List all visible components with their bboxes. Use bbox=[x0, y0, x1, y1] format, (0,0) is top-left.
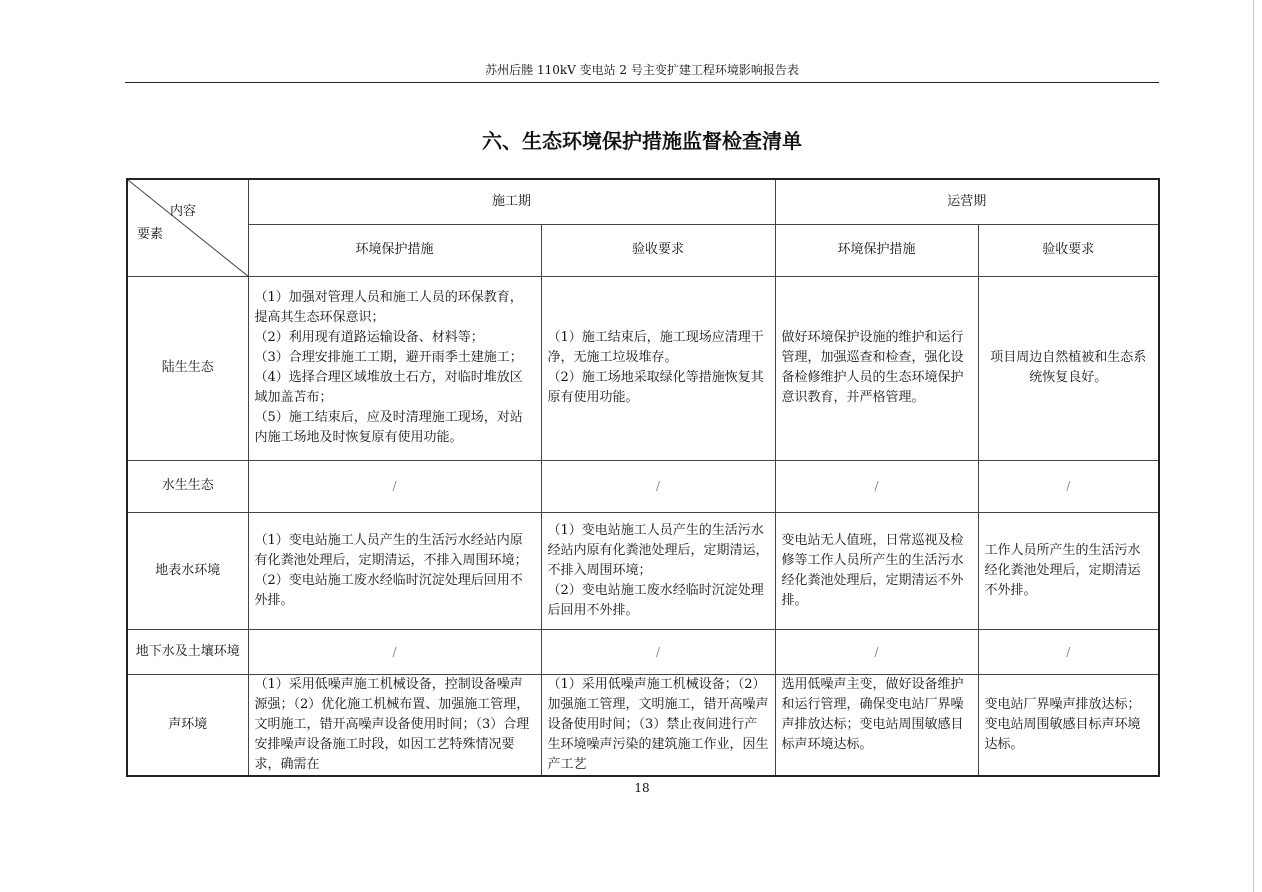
table-cell: / bbox=[775, 460, 978, 512]
group-header-construction: 施工期 bbox=[248, 179, 775, 224]
subheader-construction-acceptance: 验收要求 bbox=[541, 224, 775, 276]
corner-label-content: 内容 bbox=[170, 204, 197, 219]
page-edge bbox=[1253, 0, 1254, 892]
table-cell: / bbox=[541, 460, 775, 512]
table-cell bbox=[775, 674, 978, 776]
table-cell: / bbox=[541, 629, 775, 674]
subheader-operation-measures: 环境保护措施 bbox=[775, 224, 978, 276]
corner-header-cell bbox=[127, 179, 248, 276]
cell-clip bbox=[782, 675, 972, 775]
row-element-label: 地下水及土壤环境 bbox=[127, 629, 248, 674]
table-cell bbox=[541, 276, 775, 460]
table-cell bbox=[775, 276, 978, 460]
group-header-operation: 运营期 bbox=[775, 179, 1159, 224]
cell-text: （1）变电站施工人员产生的生活污水经站内原有化粪池处理后，定期清运，不排入周围环境； （2）变电站施工废水经临时沉淀处理后回用不外排。 bbox=[254, 532, 528, 608]
cell-clip bbox=[255, 675, 535, 775]
table-row bbox=[127, 512, 1159, 629]
row-element-label: 水生生态 bbox=[127, 460, 248, 512]
subheader-operation-acceptance: 验收要求 bbox=[978, 224, 1159, 276]
cell-text: 变电站厂界噪声排放达标；变电站周围敏感目标声环境达标。 bbox=[984, 696, 1141, 752]
cell-text: （1）采用低噪声施工机械设备，控制设备噪声源强；（2）优化施工机械布置、加强施工管理，文明施工，错开高噪声设备使用时间；（3）合理安排噪声设备施工时段，如因工艺特殊情况要求，确需在 bbox=[254, 676, 530, 772]
table-row bbox=[127, 629, 1159, 674]
cell-clip bbox=[548, 675, 769, 775]
table-row bbox=[127, 674, 1159, 776]
table-cell: / bbox=[248, 460, 541, 512]
table-cell bbox=[978, 512, 1159, 629]
table-cell bbox=[248, 512, 541, 629]
table-cell bbox=[541, 512, 775, 629]
cell-text: 选用低噪声主变，做好设备维护和运行管理，确保变电站厂界噪声排放达标；变电站周围敏感目标声环境达标。 bbox=[781, 676, 964, 752]
table-cell bbox=[541, 674, 775, 776]
cell-text: 项目周边自然植被和生态系统恢复良好。 bbox=[990, 350, 1147, 385]
cell-text: 工作人员所产生的生活污水经化粪池处理后，定期清运不外排。 bbox=[984, 542, 1141, 598]
header-rule bbox=[125, 82, 1159, 83]
table-cell: / bbox=[978, 629, 1159, 674]
table-cell bbox=[978, 674, 1159, 776]
row-element-label: 声环境 bbox=[127, 674, 248, 776]
cell-text: 做好环境保护设施的维护和运行管理，加强巡查和检查，强化设备检修维护人员的生态环境保护意识教育，并严格管理。 bbox=[781, 330, 964, 405]
table-cell: / bbox=[775, 629, 978, 674]
cell-text: （1）施工结束后，施工现场应清理干净，无施工垃圾堆存。 （2）施工场地采取绿化等措施恢复其原有使用功能。 bbox=[547, 330, 764, 405]
cell-text: （1）采用低噪声施工机械设备；（2）加强施工管理，文明施工，错开高噪声设备使用时间；（3）禁止夜间进行产生环境噪声污染的建筑施工作业，因生产工艺 bbox=[547, 676, 769, 772]
table-cell bbox=[248, 276, 541, 460]
table-cell: / bbox=[978, 460, 1159, 512]
cell-text: 变电站无人值班，日常巡视及检修等工作人员所产生的生活污水经化粪池处理后，定期清运不外排。 bbox=[781, 532, 964, 608]
table-row bbox=[127, 276, 1159, 460]
supervision-checklist-table bbox=[126, 178, 1160, 777]
section-title: 六、生态环境保护措施监督检查清单 bbox=[482, 129, 802, 153]
cell-text: （1）变电站施工人员产生的生活污水经站内原有化粪池处理后，定期清运，不排入周围环境； （2）变电站施工废水经临时沉淀处理后回用不外排。 bbox=[547, 522, 769, 618]
page-number: 18 bbox=[634, 781, 650, 795]
table-cell: / bbox=[248, 629, 541, 674]
subheader-construction-measures: 环境保护措施 bbox=[248, 224, 541, 276]
table-cell bbox=[775, 512, 978, 629]
row-element-label bbox=[127, 512, 248, 629]
cell-text: （1）加强对管理人员和施工人员的环保教育，提高其生态环保意识； （2）利用现有道路运输设备、材料等； （3）合理安排施工工期，避开雨季土建施工； （4）选择合理区域堆放土石方，对临时堆放区域加盖苫布； （5）施工结束后，应及时清理施工现场，对站内施工场地及时恢复原有使用功能。 bbox=[254, 290, 523, 445]
row-element-text: 地表水环境 bbox=[155, 562, 221, 578]
corner-label-element: 要素 bbox=[137, 227, 164, 242]
table-cell bbox=[248, 674, 541, 776]
running-header: 苏州后塍 110kV 变电站 2 号主变扩建工程环境影响报告表 bbox=[485, 63, 799, 77]
table-cell bbox=[978, 276, 1159, 460]
row-element-label: 陆生生态 bbox=[127, 276, 248, 460]
table-row bbox=[127, 460, 1159, 512]
